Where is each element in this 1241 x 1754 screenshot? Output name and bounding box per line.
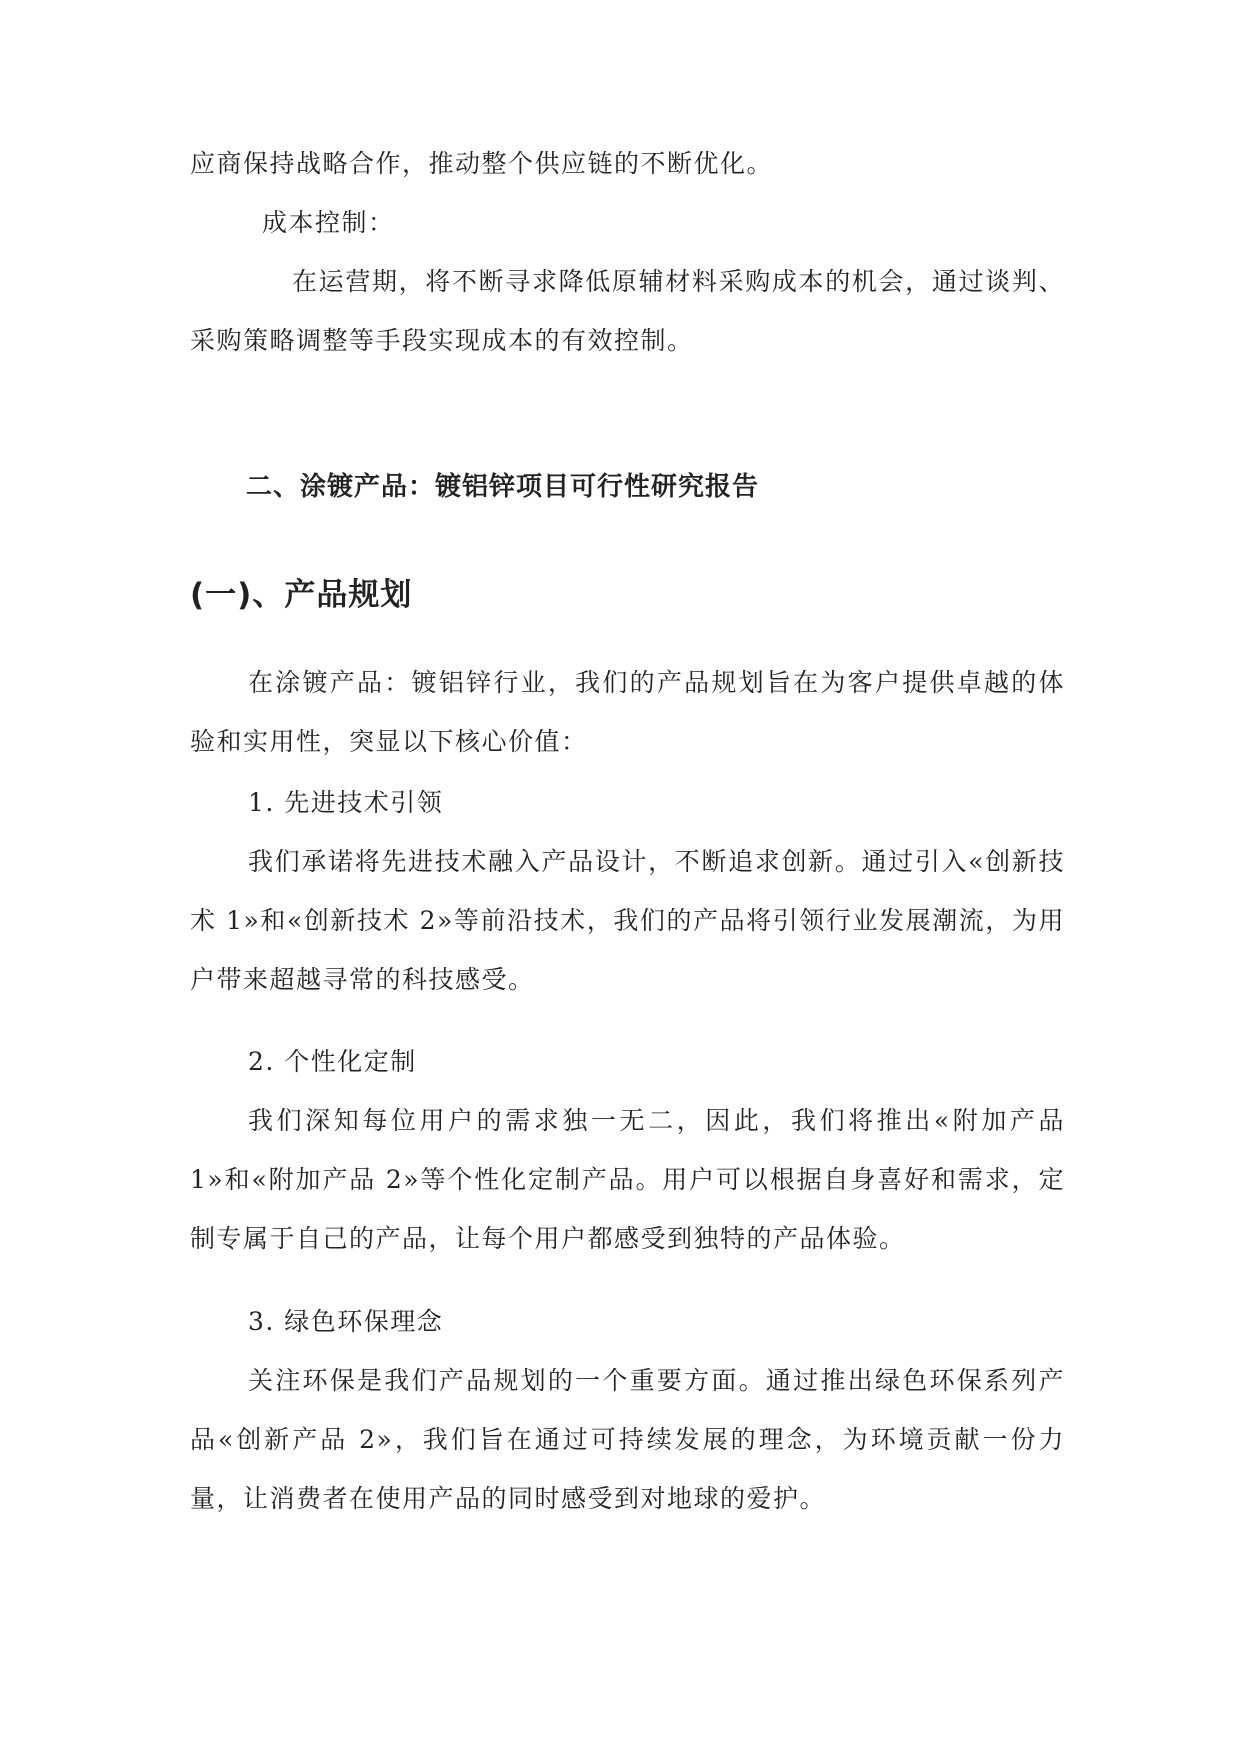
subheading-cost-control: 成本控制： (262, 208, 395, 237)
section-title: 二、涂镀产品：镀铝锌项目可行性研究报告 (246, 472, 760, 502)
list-item-body-3: 关注环保是我们产品规划的一个重要方面。通过推出绿色环保系列产品«创新产品 2»，我们旨在通过可持续发展的理念，为环境贡献一份力量，让消费者在使用产品的同时感受到对地球的爱护。 (190, 1366, 1065, 1513)
list-item-body-2: 我们深知每位用户的需求独一无二，因此，我们将推出«附加产品 1»和«附加产品 2»等个性化定制产品。用户可以根据自身喜好和需求，定制专属于自己的产品，让每个用户都感受到独特的产品体验。 (190, 1106, 1065, 1253)
subsection-title: (一)、产品规划 (190, 577, 413, 613)
list-item-title-3: 3. 绿色环保理念 (248, 1307, 444, 1336)
paragraph-intro: 在涂镀产品：镀铝锌行业，我们的产品规划旨在为客户提供卓越的体验和实用性，突显以下核心价值： (190, 668, 1065, 756)
list-item-title-2: 2. 个性化定制 (248, 1047, 417, 1076)
paragraph-cost-control: 在运营期，将不断寻求降低原辅材料采购成本的机会，通过谈判、采购策略调整等手段实现成本的有效控制。 (190, 267, 1065, 355)
paragraph-continuation: 应商保持战略合作，推动整个供应链的不断优化。 (190, 149, 774, 178)
list-item-body-1: 我们承诺将先进技术融入产品设计，不断追求创新。通过引入«创新技术 1»和«创新技术 2»等前沿技术，我们的产品将引领行业发展潮流，为用户带来超越寻常的科技感受。 (190, 847, 1065, 994)
list-item-title-1: 1. 先进技术引领 (248, 788, 444, 817)
